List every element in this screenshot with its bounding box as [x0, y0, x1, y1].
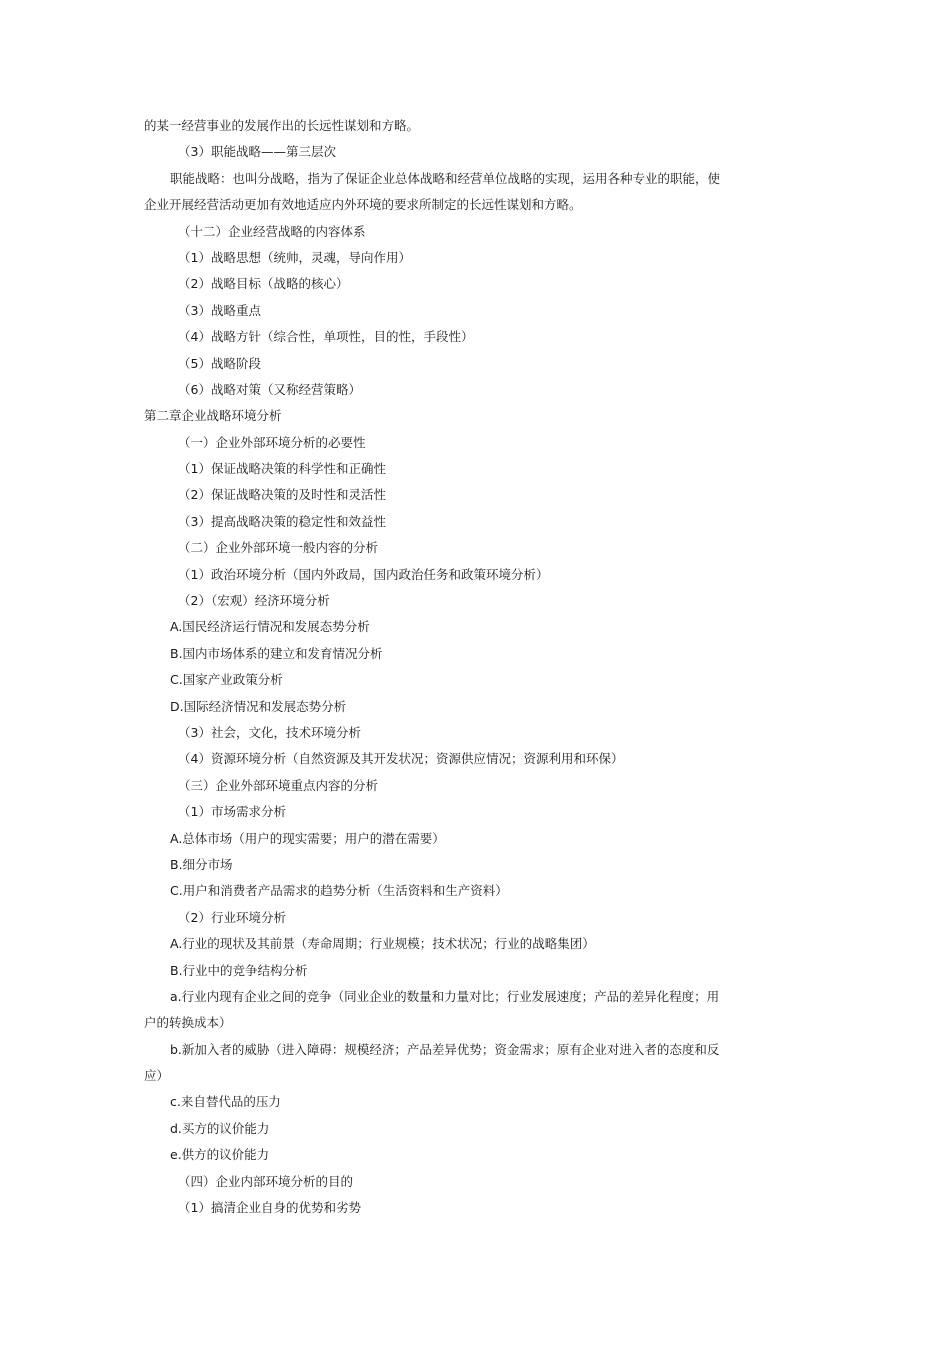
list-item: （1）战略思想（统帅，灵魂，导向作用） — [178, 249, 411, 265]
sub-list-item: A.总体市场（用户的现实需要；用户的潜在需要） — [170, 830, 445, 846]
sub-sub-list-item: e.供方的议价能力 — [170, 1147, 270, 1163]
sub-list-item: A.行业的现状及其前景（寿命周期；行业规模；技术状况；行业的战略集团） — [170, 936, 595, 952]
text-line: （3）职能战略——第三层次 — [178, 144, 336, 160]
text-line: 户的转换成本） — [144, 1015, 232, 1031]
sub-sub-list-item: b.新加入者的威胁（进入障碍：规模经济；产品差异优势；资金需求；原有企业对进入者的态度和反 — [170, 1041, 720, 1057]
sub-list-item: C.用户和消费者产品需求的趋势分析（生活资料和生产资料） — [170, 883, 508, 899]
list-item: （3）社会，文化，技术环境分析 — [178, 724, 361, 740]
sub-list-item: B.细分市场 — [170, 856, 233, 872]
list-item: （4）战略方针（综合性，单项性，目的性，手段性） — [178, 329, 474, 345]
list-item: （2）（宏观）经济环境分析 — [178, 593, 330, 609]
list-item: （2）行业环境分析 — [178, 909, 286, 925]
sub-sub-list-item: a.行业内现有企业之间的竞争（同业企业的数量和力量对比；行业发展速度；产品的差异化程度；用 — [170, 988, 720, 1004]
section-heading: （一）企业外部环境分析的必要性 — [178, 434, 366, 450]
list-item: （2）保证战略决策的及时性和灵活性 — [178, 487, 386, 503]
sub-list-item: D.国际经济情况和发展态势分析 — [170, 698, 347, 714]
text-line: 职能战略：也叫分战略，指为了保证企业总体战略和经营单位战略的实现，运用各种专业的职能，使 — [170, 170, 721, 186]
list-item: （1）市场需求分析 — [178, 804, 286, 820]
sub-list-item: C.国家产业政策分析 — [170, 672, 283, 688]
sub-sub-list-item: c.来自替代品的压力 — [170, 1094, 281, 1110]
list-item: （3）提高战略决策的稳定性和效益性 — [178, 513, 386, 529]
section-heading: （四）企业内部环境分析的目的 — [178, 1173, 354, 1189]
section-heading: （三）企业外部环境重点内容的分析 — [178, 777, 379, 793]
sub-list-item: A.国民经济运行情况和发展态势分析 — [170, 619, 370, 635]
text-line: 应） — [144, 1068, 170, 1084]
list-item: （2）战略目标（战略的核心） — [178, 276, 349, 292]
text-line: 企业开展经营活动更加有效地适应内外环境的要求所制定的长远性谋划和方略。 — [144, 197, 582, 213]
list-item: （1）政治环境分析（国内外政局，国内政治任务和政策环境分析） — [178, 566, 549, 582]
section-heading: （二）企业外部环境一般内容的分析 — [178, 540, 379, 556]
chapter-heading: 第二章企业战略环境分析 — [144, 408, 282, 424]
list-item: （3）战略重点 — [178, 302, 261, 318]
section-heading: （十二）企业经营战略的内容体系 — [178, 223, 366, 239]
document-body — [144, 113, 748, 1221]
list-item: （1）搞清企业自身的优势和劣势 — [178, 1200, 361, 1216]
list-item: （5）战略阶段 — [178, 355, 261, 371]
list-item: （6）战略对策（又称经营策略） — [178, 381, 361, 397]
sub-list-item: B.国内市场体系的建立和发育情况分析 — [170, 645, 383, 661]
text-line: 的某一经营事业的发展作出的长远性谋划和方略。 — [144, 118, 420, 133]
sub-sub-list-item: d.买方的议价能力 — [170, 1120, 270, 1136]
list-item: （4）资源环境分析（自然资源及其开发状况；资源供应情况；资源利用和环保） — [178, 751, 624, 767]
list-item: （1）保证战略决策的科学性和正确性 — [178, 461, 386, 477]
sub-list-item: B.行业中的竞争结构分析 — [170, 962, 308, 978]
